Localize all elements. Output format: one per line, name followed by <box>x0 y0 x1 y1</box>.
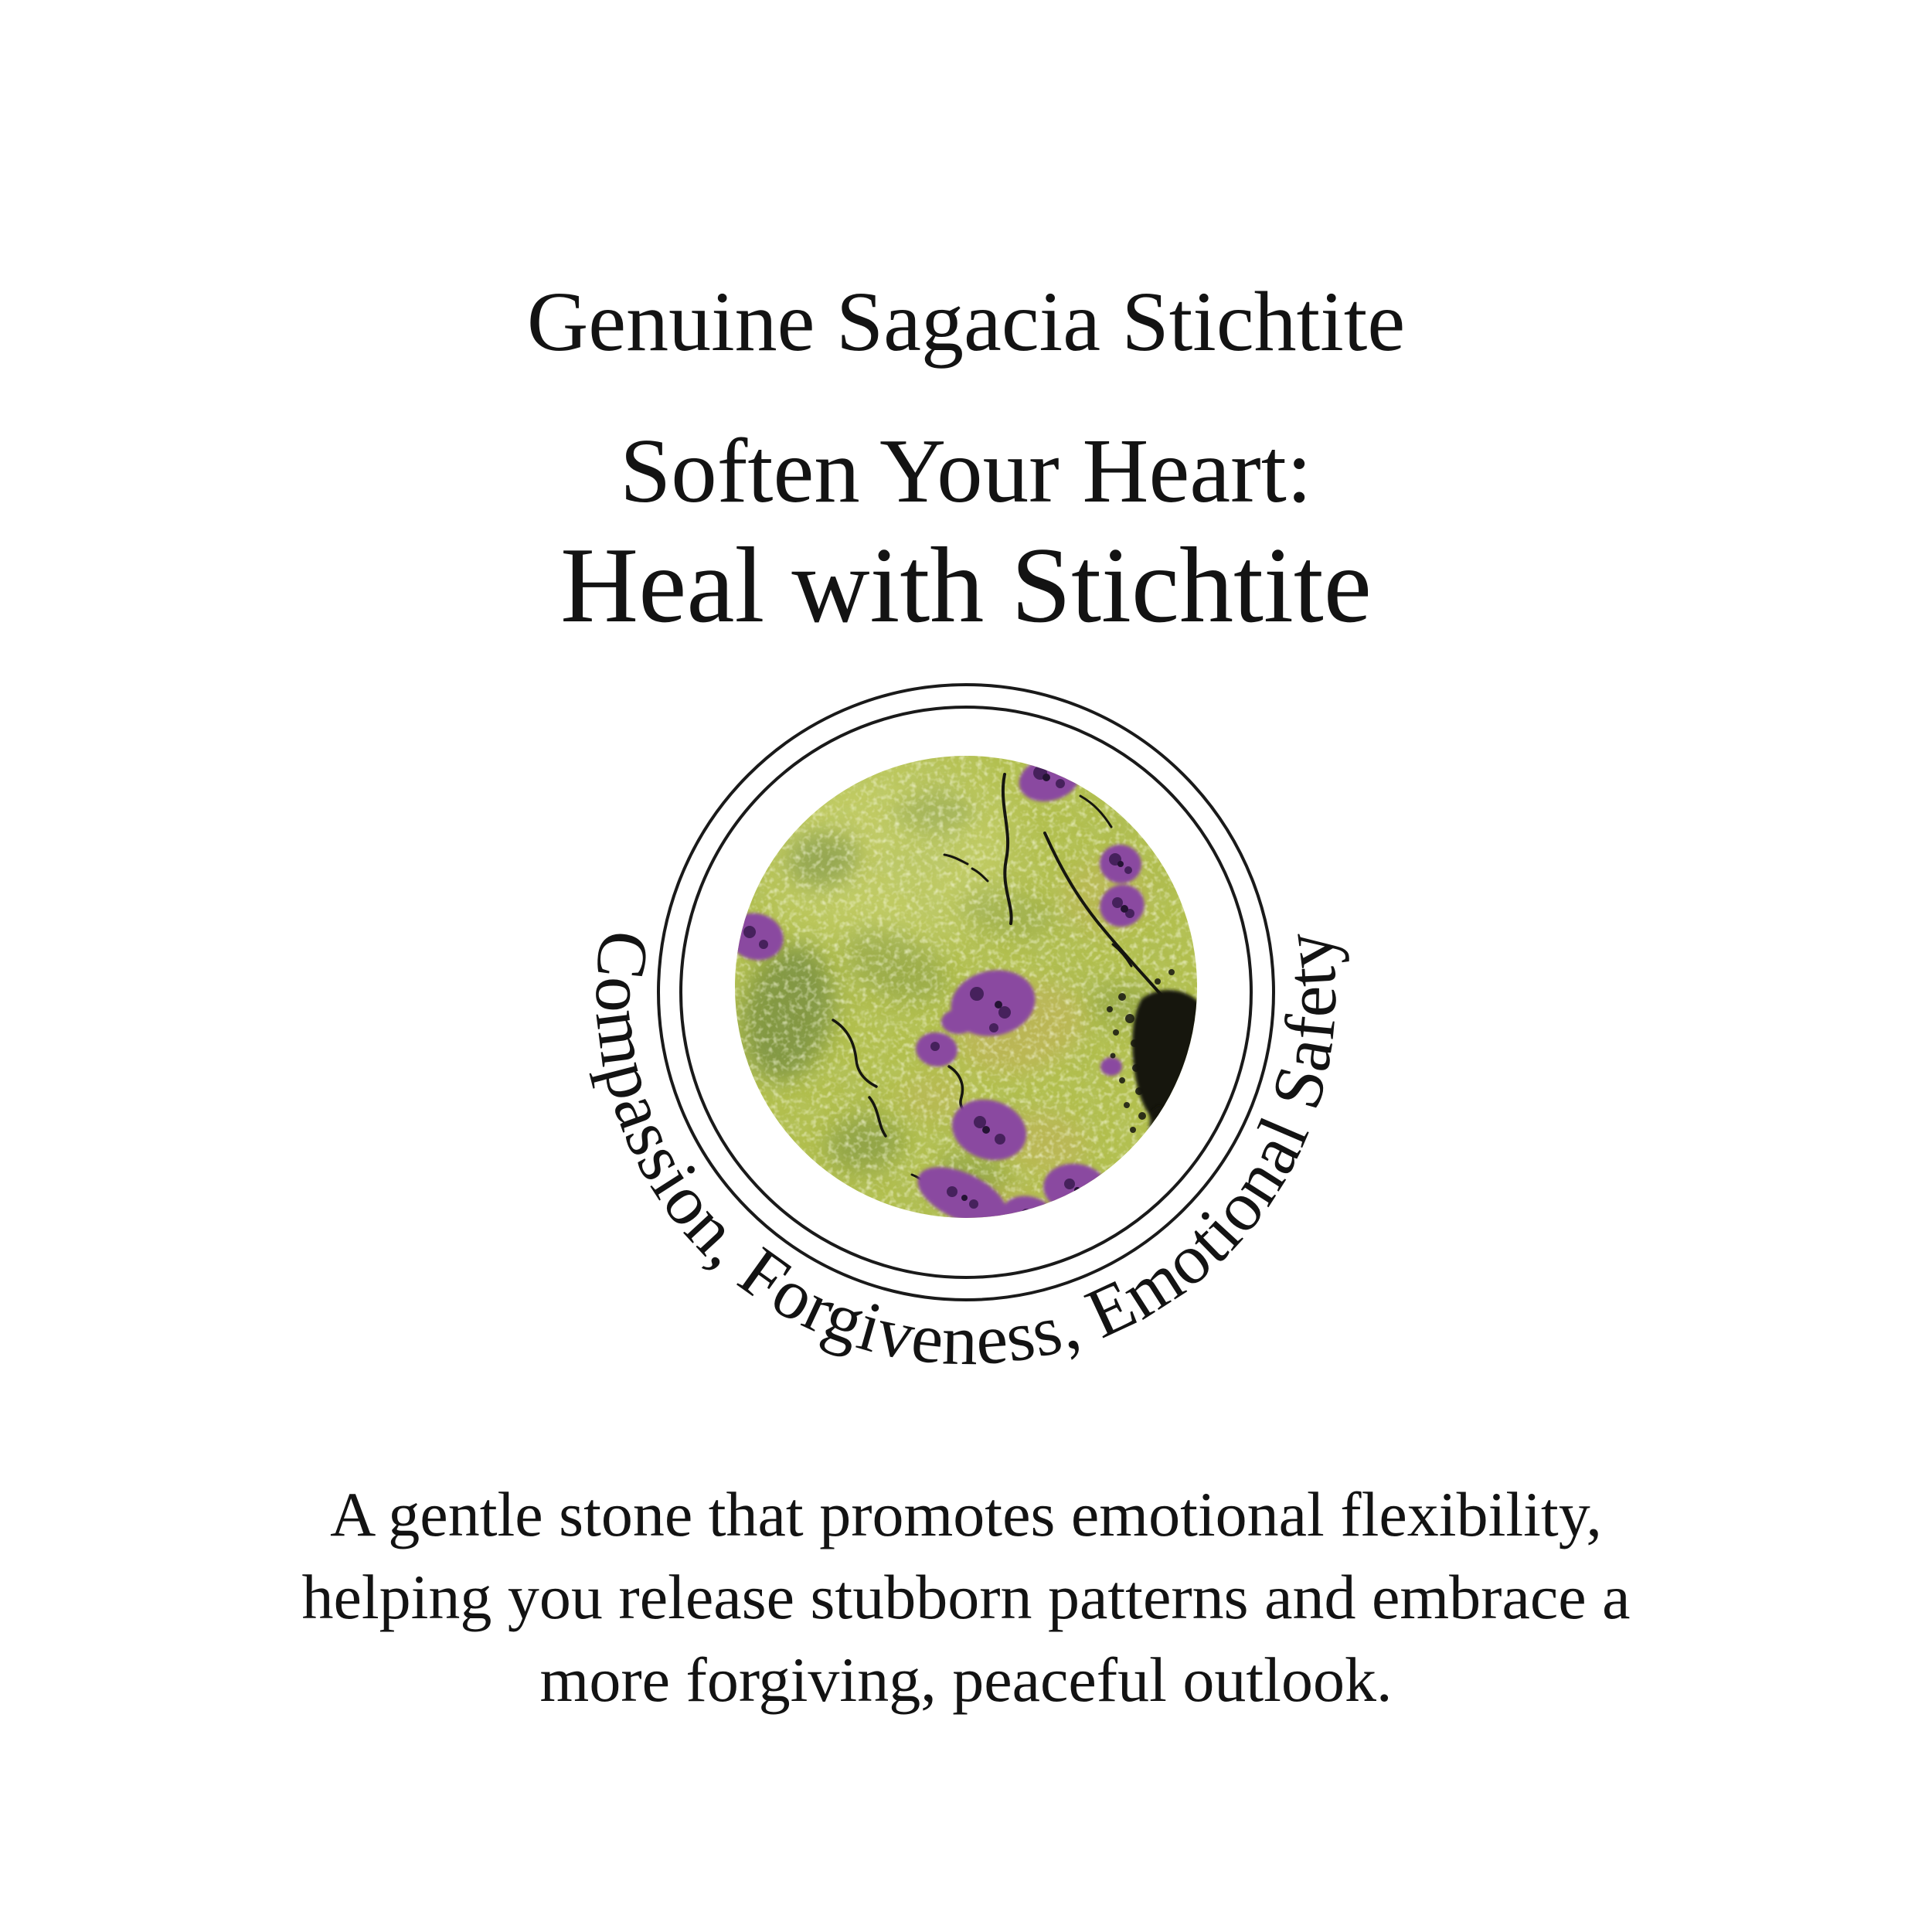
description-line: helping you release stubborn patterns and embrace a <box>301 1562 1631 1632</box>
description-paragraph <box>0 1473 1932 1721</box>
heading-line-1: Soften Your Heart: <box>620 420 1312 522</box>
description-line: more forgiving, peaceful outlook. <box>539 1645 1393 1715</box>
heading-line-2: Heal with Stichtite <box>560 526 1372 645</box>
stichtite-stone-image <box>723 750 1217 1238</box>
description-line: A gentle stone that promotes emotional flexibility, <box>330 1479 1602 1549</box>
brand-line: Genuine Sagacia Stichtite <box>526 274 1406 369</box>
arc-caption: Compassion, Forgiveness, Emotional Safety <box>580 927 1352 1380</box>
